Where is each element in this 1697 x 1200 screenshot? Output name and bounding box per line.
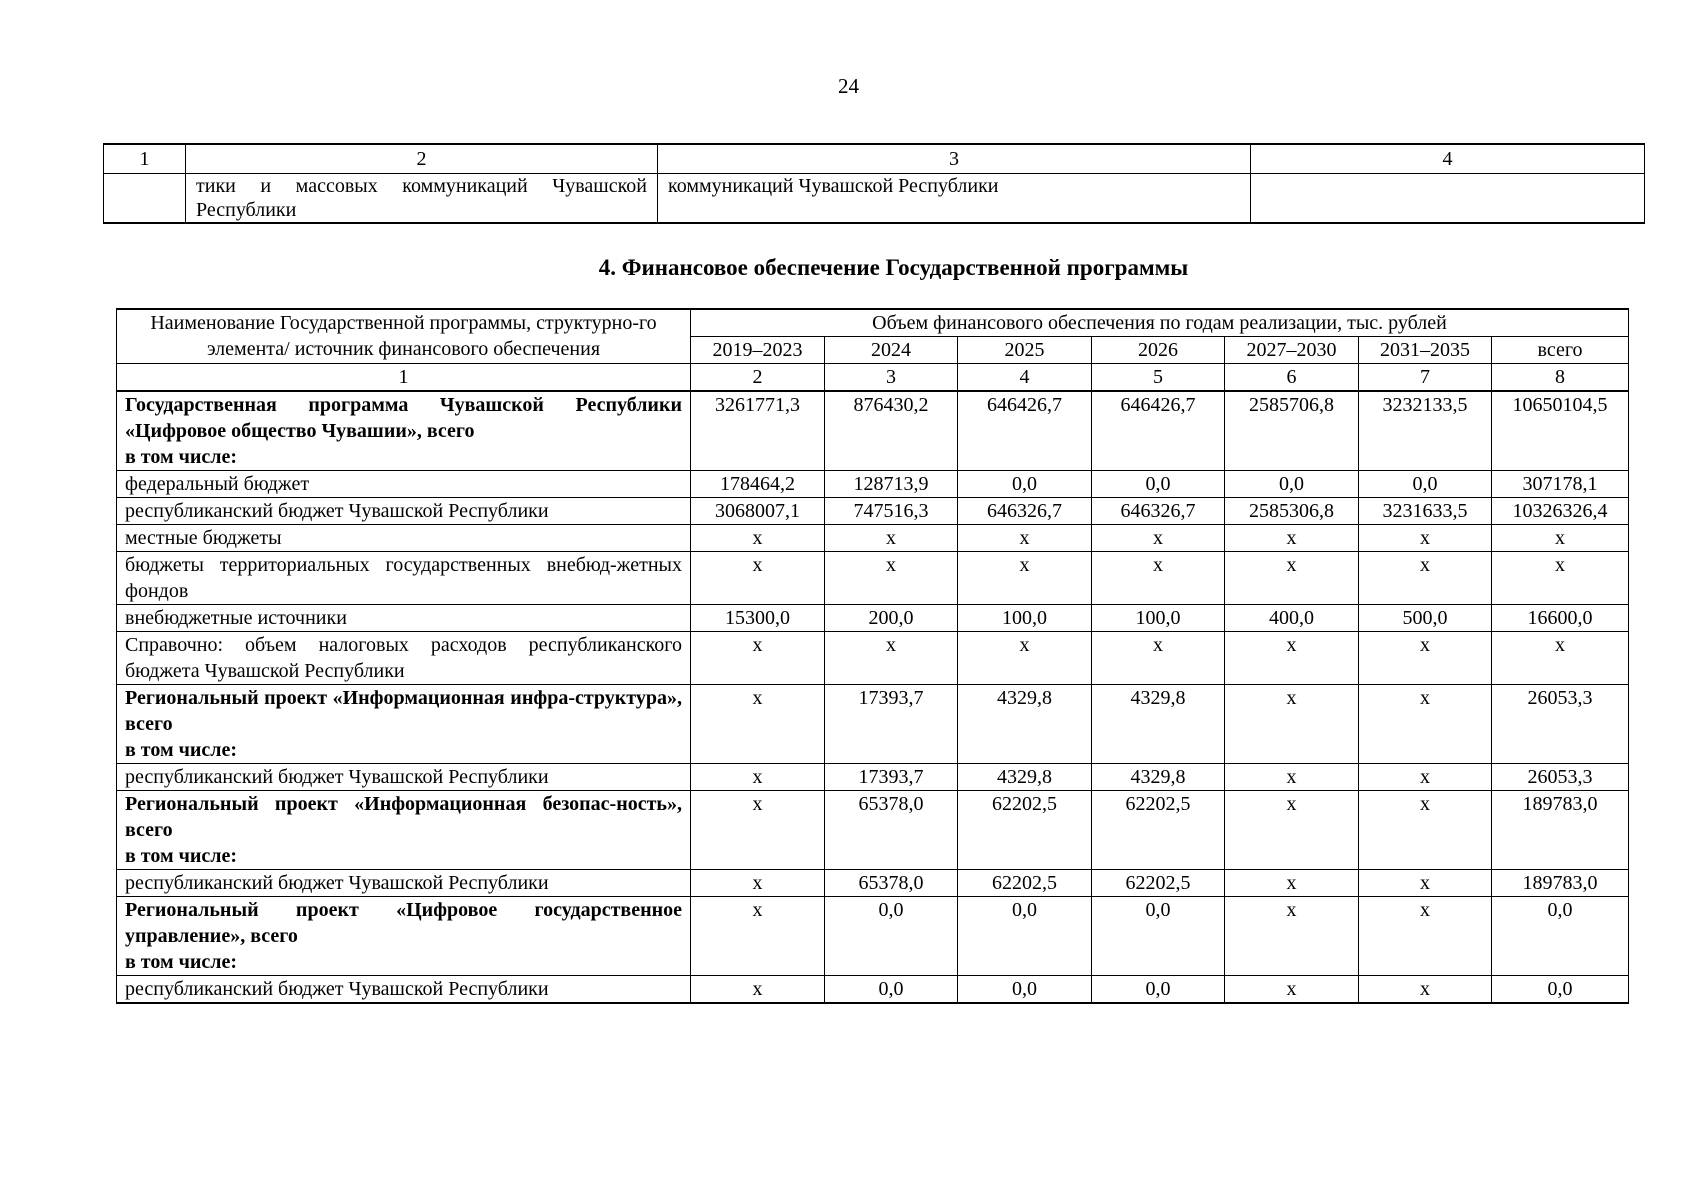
row-name-cell [117,525,691,552]
continuation-table [103,143,1645,224]
year-header: 2031–2035 [1359,337,1492,364]
year-header: 2025 [958,337,1092,364]
value-cell: 10650104,5 [1492,391,1629,471]
row-name-cell [117,471,691,498]
value-cell: 17393,7 [825,685,958,764]
value-cell: 100,0 [958,605,1092,632]
value-cell: 62202,5 [1092,791,1225,870]
continuation-cell: коммуникаций Чувашской Республики [658,174,1251,224]
page-number: 24 [838,74,859,98]
value-cell: 26053,3 [1492,685,1629,764]
index-cell: 6 [1225,364,1359,392]
value-cell: 128713,9 [825,471,958,498]
value-cell: x [1225,870,1359,897]
value-cell: 646426,7 [1092,391,1225,471]
value-cell: x [1225,976,1359,1004]
value-cell: 26053,3 [1492,764,1629,791]
value-cell: x [691,870,825,897]
index-cell: 7 [1359,364,1492,392]
finance-table [116,308,1629,1004]
finance-row [117,552,1629,605]
continuation-header-cell: 4 [1251,144,1645,174]
value-cell: 646326,7 [958,498,1092,525]
finance-header-row [117,309,1629,337]
value-cell: 0,0 [1092,471,1225,498]
value-cell: x [1359,897,1492,976]
value-cell: 646426,7 [958,391,1092,471]
value-cell: 0,0 [1092,897,1225,976]
value-cell: x [825,525,958,552]
row-name-cell [117,391,691,471]
index-cell: 2 [691,364,825,392]
value-cell: 15300,0 [691,605,825,632]
index-cell: 4 [958,364,1092,392]
continuation-header-row [104,144,1645,174]
continuation-header-cell: 2 [186,144,658,174]
value-cell: x [958,552,1092,605]
row-subtitle: в том числе: [125,951,238,973]
finance-row [117,498,1629,525]
finance-row [117,976,1629,1004]
row-name-cell [117,685,691,764]
value-cell: 4329,8 [958,685,1092,764]
index-cell: 5 [1092,364,1225,392]
value-cell: 62202,5 [958,870,1092,897]
value-cell: x [1225,685,1359,764]
year-header: 2024 [825,337,958,364]
row-name: Государственная программа Чувашской Республики «Цифровое общество Чувашии», всего [125,394,682,442]
row-name: республиканский бюджет Чувашской Республики [125,978,549,1000]
continuation-body-row [104,174,1645,224]
year-header: всего [1492,337,1629,364]
value-cell: 400,0 [1225,605,1359,632]
row-name: Региональный проект «Информационная безопас-ность», всего [125,793,682,841]
value-cell: 0,0 [1492,897,1629,976]
value-cell: 0,0 [1492,976,1629,1004]
value-cell: x [1492,632,1629,685]
value-cell: 178464,2 [691,471,825,498]
value-cell: 10326326,4 [1492,498,1629,525]
value-cell: 2585306,8 [1225,498,1359,525]
value-cell: x [1092,552,1225,605]
value-cell: x [1359,525,1492,552]
value-cell: 646326,7 [1092,498,1225,525]
row-name-cell [117,897,691,976]
value-cell: 0,0 [1092,976,1225,1004]
row-name-cell [117,498,691,525]
finance-row [117,525,1629,552]
value-cell: x [1359,764,1492,791]
value-cell: 0,0 [825,976,958,1004]
value-cell: x [1359,552,1492,605]
value-cell: x [1092,525,1225,552]
value-cell: 62202,5 [1092,870,1225,897]
row-name: Региональный проект «Цифровое государственное управление», всего [125,899,682,947]
value-cell: 16600,0 [1492,605,1629,632]
row-name: республиканский бюджет Чувашской Республики [125,500,549,522]
continuation-cell-line: тики и массовых коммуникаций Чувашской [196,175,647,197]
value-cell: x [1225,791,1359,870]
value-cell: x [958,632,1092,685]
value-cell: x [1359,632,1492,685]
value-cell: x [1225,632,1359,685]
value-cell: x [825,552,958,605]
value-cell: x [691,897,825,976]
index-cell: 1 [117,364,691,392]
row-name-cell [117,605,691,632]
row-name: местные бюджеты [125,527,282,549]
value-cell: x [1359,976,1492,1004]
row-name-cell [117,976,691,1004]
row-name: Региональный проект «Информационная инфра-структура», всего [125,687,682,735]
value-cell: x [691,764,825,791]
finance-row [117,897,1629,976]
value-cell: x [691,976,825,1004]
row-subtitle: в том числе: [125,845,238,867]
finance-table-body [117,391,1629,1003]
value-cell: 4329,8 [1092,764,1225,791]
value-cell: x [691,525,825,552]
value-cell: 3232133,5 [1359,391,1492,471]
finance-row [117,791,1629,870]
section-title: 4. Финансовое обеспечение Государственной программы [598,255,1189,280]
finance-row [117,605,1629,632]
value-cell: 876430,2 [825,391,958,471]
value-cell: 0,0 [958,976,1092,1004]
row-name: бюджеты территориальных государственных внебюд-жетных фондов [125,554,682,602]
row-name: внебюджетные источники [125,607,347,629]
value-cell: 4329,8 [958,764,1092,791]
value-cell: 0,0 [1359,471,1492,498]
row-name: федеральный бюджет [125,473,310,495]
value-cell: 4329,8 [1092,685,1225,764]
value-cell: 200,0 [825,605,958,632]
value-cell: x [1225,897,1359,976]
value-cell: x [1492,552,1629,605]
finance-row [117,632,1629,685]
funding-group-header: Объем финансового обеспечения по годам реализации, тыс. рублей [691,309,1629,337]
value-cell: 747516,3 [825,498,958,525]
value-cell: x [691,632,825,685]
value-cell: x [1225,552,1359,605]
continuation-cell [1251,174,1645,224]
value-cell: 0,0 [958,471,1092,498]
finance-row [117,764,1629,791]
value-cell: x [1492,525,1629,552]
row-name: республиканский бюджет Чувашской Республики [125,766,549,788]
index-cell: 8 [1492,364,1629,392]
value-cell: x [1359,870,1492,897]
year-header: 2027–2030 [1225,337,1359,364]
value-cell: 0,0 [825,897,958,976]
value-cell: x [1359,685,1492,764]
continuation-cell [186,174,658,224]
finance-row [117,685,1629,764]
row-name-cell [117,870,691,897]
finance-index-row [117,364,1629,392]
row-name: Справочно: объем налоговых расходов республиканского бюджета Чувашской Республики [125,634,682,682]
row-subtitle: в том числе: [125,739,238,761]
value-cell: 65378,0 [825,791,958,870]
value-cell: x [1092,632,1225,685]
value-cell: x [691,685,825,764]
continuation-cell [104,174,186,224]
year-header: 2026 [1092,337,1225,364]
value-cell: 65378,0 [825,870,958,897]
continuation-cell-line: Республики [196,199,297,221]
finance-row [117,870,1629,897]
value-cell: 0,0 [958,897,1092,976]
value-cell: 189783,0 [1492,791,1629,870]
value-cell: x [958,525,1092,552]
continuation-header-cell: 1 [104,144,186,174]
value-cell: 3068007,1 [691,498,825,525]
value-cell: 62202,5 [958,791,1092,870]
row-name-cell [117,632,691,685]
value-cell: x [1359,791,1492,870]
name-column-header: Наименование Государственной программы, структурно-го элемента/ источник финансового обеспечения [117,309,691,364]
value-cell: x [825,632,958,685]
value-cell: 500,0 [1359,605,1492,632]
row-name-cell [117,552,691,605]
row-subtitle: в том числе: [125,446,238,468]
year-header: 2019–2023 [691,337,825,364]
finance-row [117,391,1629,471]
value-cell: x [691,552,825,605]
value-cell: 189783,0 [1492,870,1629,897]
value-cell: 3231633,5 [1359,498,1492,525]
value-cell: 17393,7 [825,764,958,791]
value-cell: x [1225,764,1359,791]
continuation-header-cell: 3 [658,144,1251,174]
value-cell: x [1225,525,1359,552]
value-cell: 2585706,8 [1225,391,1359,471]
row-name-cell [117,791,691,870]
value-cell: 3261771,3 [691,391,825,471]
value-cell: 307178,1 [1492,471,1629,498]
value-cell: 0,0 [1225,471,1359,498]
index-cell: 3 [825,364,958,392]
row-name: республиканский бюджет Чувашской Республики [125,872,549,894]
value-cell: x [691,791,825,870]
value-cell: 100,0 [1092,605,1225,632]
row-name-cell [117,764,691,791]
finance-row [117,471,1629,498]
